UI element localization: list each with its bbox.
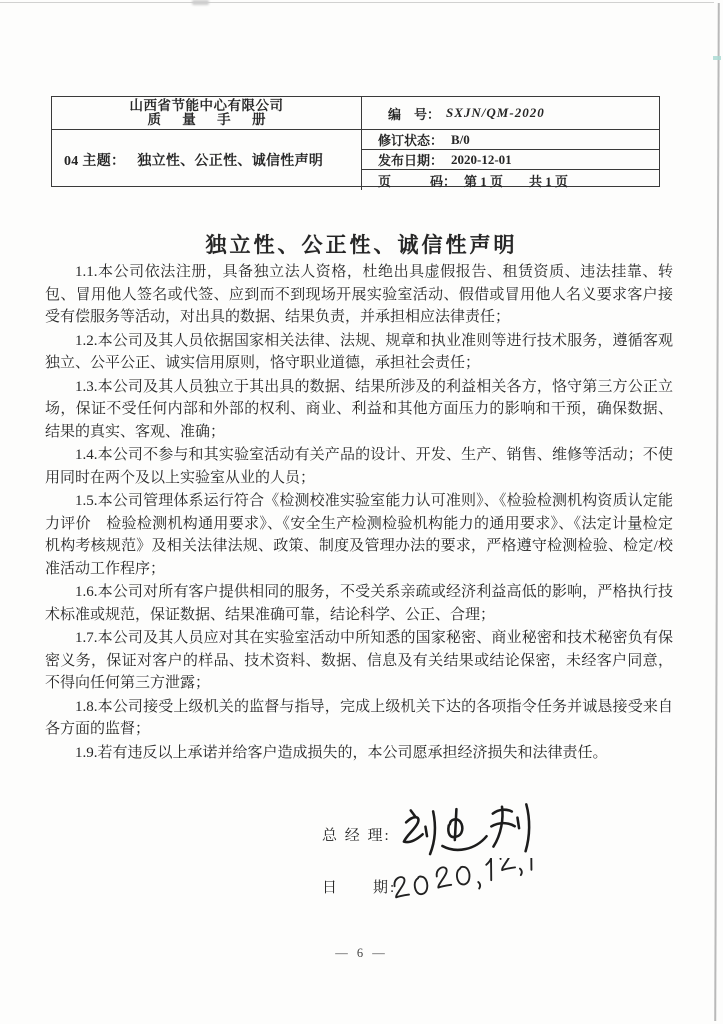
page-number-label: 页 码：	[378, 173, 457, 189]
statement-paragraph-6: 1.6.本公司对所有客户提供相同的服务，不受关系亲疏或经济利益高低的影响，严格执行技术标准或规范，保证数据、结果准确可靠，结论科学、公正、合理；	[45, 584, 673, 623]
statement-paragraph-4: 1.4.本公司不参与和其实验室活动有关产品的设计、开发、生产、销售、维修等活动；不使用同时在两个及以上实验室从业的人员；	[45, 447, 673, 486]
revision-status-row	[362, 130, 659, 150]
issue-date-row	[362, 150, 659, 170]
page-number-value: 第 1 页 共 1 页	[464, 173, 569, 189]
scan-smudge	[192, 0, 209, 5]
statement-paragraph-5: 1.5.本公司管理体系运行符合《检测校准实验室能力认可准则》、《检验检测机构资质认定能力评价 检验检测机构通用要求》、《安全生产检测检验机构能力的通用要求》、《法定计量检定机构考核规范》及相关法律法规、政策、制度及管理办法的要求，严格遵守检测检验、检定/校准活动工作程序；	[45, 493, 673, 577]
statement-paragraph-1: 1.1.本公司依法注册，具备独立法人资格，杜绝出具虚假报告、租赁资质、违法挂靠、转包、冒用他人签名或代签、应到而不到现场开展实验室活动、假借或冒用他人名义要求客户接受有偿服务等活动，对出具的数据、结果负责，并承担相应法律责任；	[45, 264, 673, 325]
subject-cell	[52, 130, 362, 190]
date-label: 日 期:	[322, 880, 397, 896]
header-table	[51, 96, 660, 187]
doc-number-label: 编 号：	[388, 106, 441, 122]
doc-number-cell	[362, 97, 659, 130]
footer-page-number: — 6 —	[335, 946, 388, 960]
statement-paragraph-7: 1.7.本公司及其人员应对其在实验室活动中所知悉的国家秘密、商业秘密和技术秘密负有保密义务，保证对客户的样品、技术资料、数据、信息及有关结果或结论保密，未经客户同意，不得向任何第三方泄露；	[45, 630, 673, 691]
statement-paragraph-2: 1.2.本公司及其人员依据国家相关法律、法规、规章和执业准则等进行技术服务，遵循客观独立、公平公正、诚实信用原则，恪守职业道德，承担社会责任；	[45, 332, 673, 371]
scan-right-edge-line	[714, 3, 720, 1021]
manual-title: 质 量 手 册	[147, 112, 275, 127]
general-manager-label: 总 经 理:	[322, 828, 391, 844]
statement-body	[45, 261, 673, 765]
issue-date-value: 2020-12-01	[451, 151, 512, 167]
handwritten-date	[390, 858, 540, 904]
revision-status-label: 修订状态：	[378, 133, 444, 148]
revision-info-rows	[362, 130, 659, 190]
statement-paragraph-9: 1.9.若有违反以上承诺并给客户造成损失的，本公司愿承担经济损失和法律责任。	[75, 744, 608, 761]
statement-paragraph-8: 1.8.本公司接受上级机关的监督与指导，完成上级机关下达的各项指令任务并诚恳接受来自各方面的监督；	[45, 698, 673, 737]
manager-handwritten-signature	[396, 802, 534, 860]
page-number-row	[362, 170, 659, 190]
revision-status-value: B/0	[451, 131, 470, 147]
scan-cyan-artifact	[713, 56, 721, 60]
doc-number-value: SXJN/QM-2020	[446, 105, 545, 120]
section-title: 独立性、公正性、诚信性声明	[137, 154, 324, 169]
company-name: 山西省节能中心有限公司	[129, 97, 284, 113]
section-label: 04 主题：	[64, 154, 126, 169]
company-cell	[52, 97, 362, 130]
issue-date-label: 发布日期：	[378, 153, 444, 168]
statement-paragraph-3: 1.3.本公司及其人员独立于其出具的数据、结果所涉及的利益相关各方，恪守第三方公正立场，保证不受任何内部和外部的权利、商业、利益和其他方面压力的影响和干预，确保数据、结果的真实、客观、准确；	[45, 378, 673, 440]
document-title: 独立性、公正性、诚信性声明	[205, 233, 518, 257]
scan-top-edge-line	[0, 2, 714, 3]
